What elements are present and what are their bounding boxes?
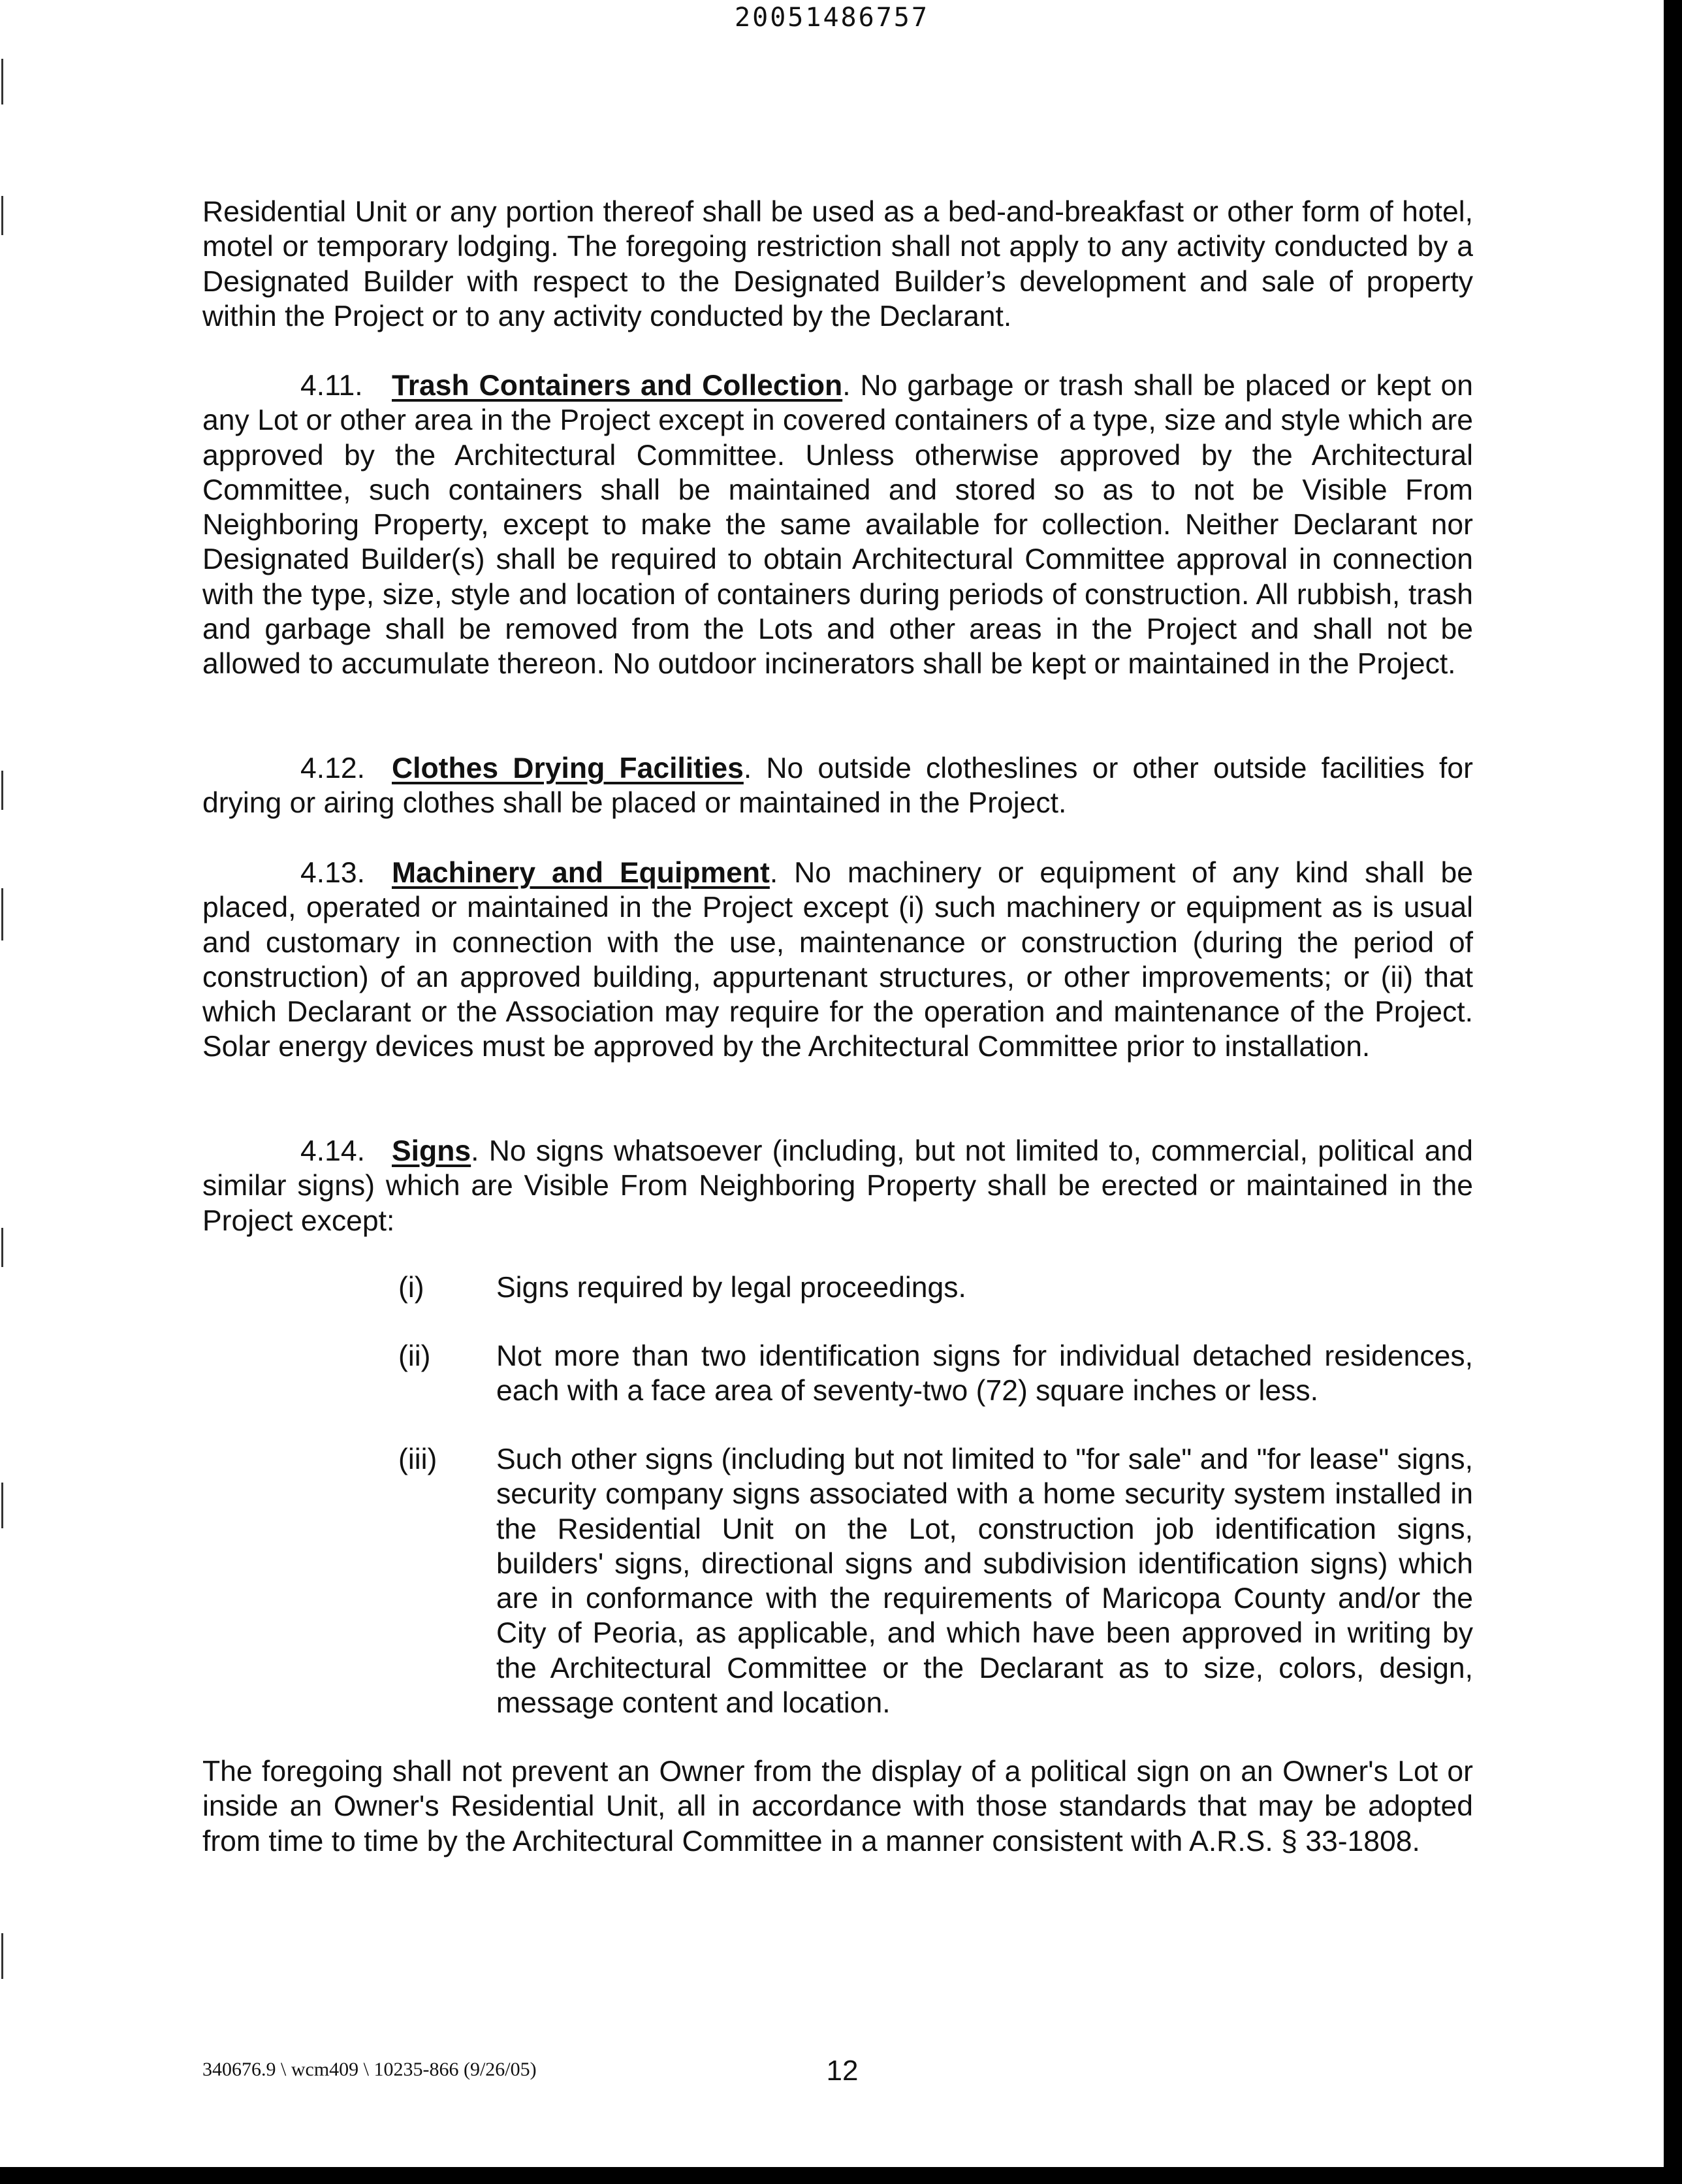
scan-border-right xyxy=(1664,0,1682,2184)
closing-paragraph xyxy=(202,1754,1473,1859)
sign-exceptions-list xyxy=(398,1339,1473,1409)
footer-doc-reference: 340676.9 \ wcm409 \ 10235-866 (9/26/05) xyxy=(202,2059,537,2080)
section-text: . No machinery or equipment of any kind shall be placed, operated or maintained in the Project except (i) such machinery or equipment as is usual and customary in connection with the use, maintenance or construction (during the period of construction) of an approved building, appurtenant structures, or other improvements; or (ii) that which Declarant or the Association may require for the operation and maintenance of the Project. Solar energy devices must be approved by the Architectural Committee prior to installation. xyxy=(202,857,1473,1063)
recording-number: 20051486757 xyxy=(735,3,929,33)
section-number: 4.12. xyxy=(300,752,365,784)
list-item xyxy=(398,1339,1473,1409)
scan-margin-marks xyxy=(0,0,5,2155)
list-item-text: Not more than two identification signs for individual detached residences, each with a face area of seventy-two (72) square inches or less. xyxy=(496,1340,1473,1407)
section-text: . No outside clotheslines or other outside facilities for drying or airing clothes shall be placed or maintained in the Project. xyxy=(202,752,1473,820)
section-text: . No garbage or trash shall be placed or kept on any Lot or other area in the Project except in covered containers of a type, size and style which are approved by the Architectural Committee. Unless otherwise approved by the Architectural Committee, such containers shall be maintained and stored so as to not be Visible From Neighboring Property, except to make the same available for collection. Neither Declarant nor Designated Builder(s) shall be required to obtain Architectural Committee approval in connection with the type, size, style and location of containers during periods of construction. All rubbish, trash and garbage shall be removed from the Lots and other areas in the Project and shall not be allowed to accumulate thereon. No outdoor incinerators shall be kept or maintained in the Project. xyxy=(202,370,1473,681)
section-title: Trash Containers and Collection xyxy=(392,370,843,402)
section-4-11 xyxy=(202,368,1473,682)
list-marker: (i) xyxy=(398,1272,424,1304)
list-item-text: Signs required by legal proceedings. xyxy=(496,1272,966,1304)
section-4-13 xyxy=(202,856,1473,1065)
list-item xyxy=(398,1442,1473,1720)
section-title: Machinery and Equipment xyxy=(392,857,770,889)
list-marker: (iii) xyxy=(398,1443,437,1475)
section-4-14 xyxy=(202,1134,1473,1238)
section-text: . No signs whatsoever (including, but not limited to, commercial, political and similar signs) which are Visible From Neighboring Property shall be erected or maintained in the Project except: xyxy=(202,1135,1473,1237)
sign-exceptions-list xyxy=(398,1270,1473,1305)
section-title: Signs xyxy=(392,1135,471,1167)
list-marker: (ii) xyxy=(398,1340,431,1372)
section-title: Clothes Drying Facilities xyxy=(392,752,744,784)
section-number: 4.14. xyxy=(300,1135,365,1167)
page-number: 12 xyxy=(826,2055,859,2087)
paragraph-text: The foregoing shall not prevent an Owner from the display of a political sign on an Owner's Lot or inside an Owner's Residential Unit, all in accordance with those standards that may be adopted from time to time by the Architectural Committee in a manner consistent with A.R.S. § 33-1808. xyxy=(202,1756,1473,1857)
list-item xyxy=(398,1270,1473,1305)
section-4-12 xyxy=(202,751,1473,821)
section-number: 4.11. xyxy=(300,370,363,402)
continuation-paragraph xyxy=(202,195,1473,334)
paragraph-text: Residential Unit or any portion thereof shall be used as a bed-and-breakfast or other form of hotel, motel or temporary lodging. The foregoing restriction shall not apply to any activity conducted by a Designated Builder with respect to the Designated Builder’s development and sale of property within the Project or to any activity conducted by the Declarant. xyxy=(202,196,1473,332)
list-item-text: Such other signs (including but not limited to "for sale" and "for lease" signs, security company signs associated with a home security system installed in the Residential Unit on the Lot, construction job identification signs, builders' signs, directional signs and subdivision identification signs) which are in conformance with the requirements of Maricopa County and/or the City of Peoria, as applicable, and which have been approved in writing by the Architectural Committee or the Declarant as to size, colors, design, message content and location. xyxy=(496,1443,1473,1720)
sign-exceptions-list xyxy=(398,1442,1473,1720)
section-number: 4.13. xyxy=(300,857,365,889)
scan-border-bottom xyxy=(0,2167,1682,2184)
